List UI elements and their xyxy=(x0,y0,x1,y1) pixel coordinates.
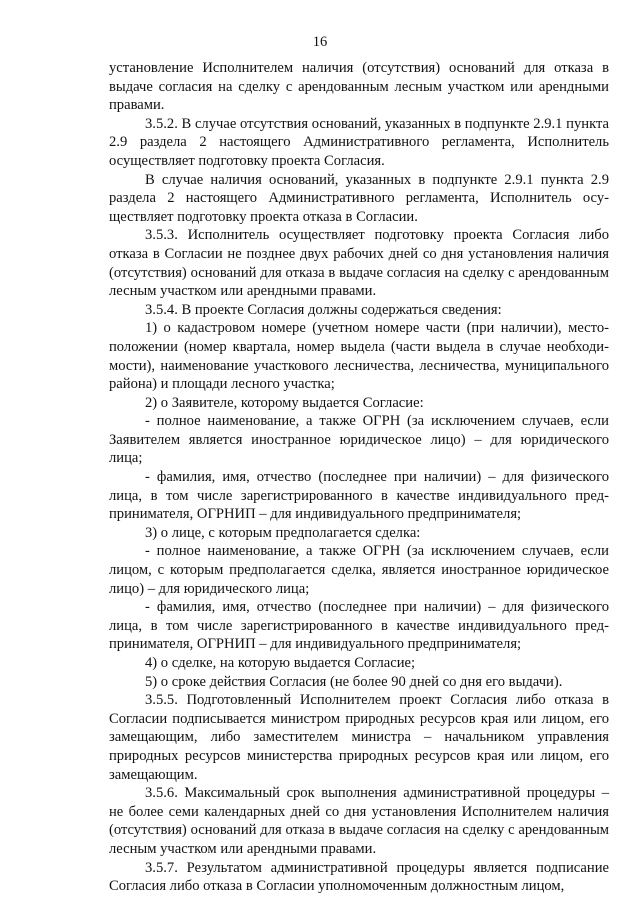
list-item: - полное наименование, а также ОГРН (за исключением случаев, если Заявителем является иностранное юридическое лицо) – для юридического лица; xyxy=(109,413,609,467)
list-item: 1) о кадастровом номере (учетном номере части (при наличии), местоположении (номер квартала, номер выдела (части выдела в случае необходимости), наименование участкового лесничества, лесничества, муниципального района) и площади лесного участка; xyxy=(109,320,609,393)
list-item: 5) о сроке действия Согласия (не более 90 дней со дня его выдачи). xyxy=(145,673,563,690)
paragraph: 3.5.7. Результатом административной процедуры является подписание Согласия либо отказа в Согласии уполномоченным должностным лицом, xyxy=(109,859,609,895)
list-item: 2) о Заявителе, которому выдается Согласие: xyxy=(145,394,424,411)
paragraph: 3.5.6. Максимальный срок выполнения административной процедуры – не более семи календарных дней со дня установления Исполнителем наличия (отсутствия) оснований для отказа в выдаче согласия на сделку с арендованным лесным участком или арендными правами. xyxy=(109,785,609,857)
list-item: 3) о лице, с которым предполагается сделка: xyxy=(145,524,421,541)
list-item: - фамилия, имя, отчество (последнее при наличии) – для физического лица, в том числе зарегистрированного в качестве индивидуального предпринимателя, ОГРНИП – для индивидуального предпринимателя; xyxy=(109,469,609,523)
paragraph: 3.5.3. Исполнитель осуществляет подготовку проекта Согласия либо отказа в Согласии не позднее двух рабочих дней со дня установления наличия (отсутствия) оснований для отказа в выдаче согласия на сделку с арендованным лесным участком или арендными правами. xyxy=(109,227,609,300)
paragraph: 3.5.2. В случае отсутствия оснований, указанных в подпункте 2.9.1 пункта 2.9 раздела 2 настоящего Административного регламента, Исполнитель осуществляет подготовку проекта Согласия. xyxy=(109,115,609,169)
list-item: - полное наименование, а также ОГРН (за исключением случаев, если лицом, с которым предполагается сделка, является иностранное юридическое лицо) – для юридического лица; xyxy=(109,543,609,597)
paragraph: установление Исполнителем наличия (отсутствия) оснований для отказа в выдаче согласия на сделку с арендованным лесным участком или арендными правами. xyxy=(109,60,609,114)
list-item: - фамилия, имя, отчество (последнее при наличии) – для физического лица, в том числе зарегистрированного в качестве индивидуального предпринимателя, ОГРНИП – для индивидуального предпринимателя; xyxy=(109,599,609,653)
paragraph: 3.5.4. В проекте Согласия должны содержаться сведения: xyxy=(145,301,502,318)
page-number: 16 xyxy=(312,34,328,50)
list-item: 4) о сделке, на которую выдается Согласие; xyxy=(145,655,416,671)
paragraph: В случае наличия оснований, указанных в подпункте 2.9.1 пункта 2.9 раздела 2 настоящего Административного регламента, Исполнитель осуществляет подготовку проекта отказа в Согласии. xyxy=(109,171,609,225)
document-body xyxy=(109,59,609,896)
paragraph: 3.5.5. Подготовленный Исполнителем проект Согласия либо отказа в Согласии подписывается министром природных ресурсов края или лицом, его замещающим, либо заместителем министра – начальником управления природных ресурсов министерства природных ресурсов края или лицом, его замещающим. xyxy=(109,692,609,783)
